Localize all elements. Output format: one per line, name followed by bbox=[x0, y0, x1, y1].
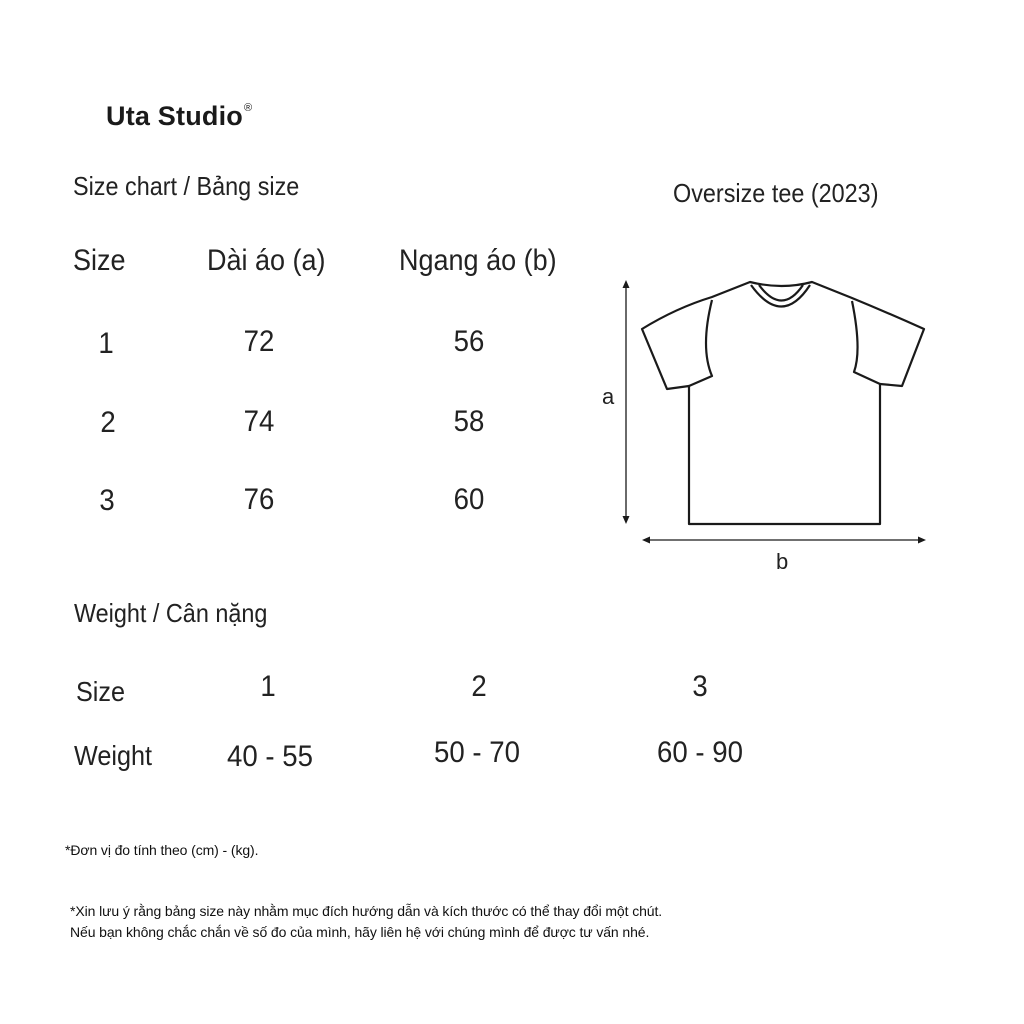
size-cell: 1 bbox=[98, 327, 114, 360]
weight-cell: 60 - 90 bbox=[657, 736, 743, 769]
width-column-header: Ngang áo (b) bbox=[399, 244, 557, 277]
length-cell: 76 bbox=[243, 483, 275, 516]
size-cell: 2 bbox=[100, 406, 116, 439]
length-cell: 74 bbox=[243, 405, 275, 438]
weight-cell: 40 - 55 bbox=[227, 740, 313, 773]
registered-mark: ® bbox=[244, 102, 253, 114]
length-arrow bbox=[623, 280, 630, 524]
units-note: *Đơn vị đo tính theo (cm) - (kg). bbox=[65, 842, 259, 858]
disclaimer-line-2: Nếu bạn không chắc chắn về số đo của mình, hãy liên hệ với chúng mình để được tư vấn nhé. bbox=[70, 924, 650, 940]
brand-logo bbox=[106, 101, 252, 132]
weight-cell: 50 - 70 bbox=[434, 736, 520, 769]
size-cell: 1 bbox=[260, 670, 276, 703]
weight-chart-title: Weight / Cân nặng bbox=[74, 598, 268, 628]
diagram-title: Oversize tee (2023) bbox=[673, 178, 879, 208]
size-column-header: Size bbox=[73, 244, 126, 277]
length-cell: 72 bbox=[243, 325, 275, 358]
tshirt-outline-icon bbox=[596, 268, 936, 580]
width-cell: 58 bbox=[453, 405, 485, 438]
size-cell: 3 bbox=[692, 670, 708, 703]
size-cell: 3 bbox=[99, 484, 115, 517]
size-cell: 2 bbox=[471, 670, 487, 703]
size-chart-title: Size chart / Bảng size bbox=[73, 171, 300, 201]
length-label: a bbox=[602, 384, 615, 409]
size-row-label: Size bbox=[76, 676, 126, 707]
tshirt-body bbox=[642, 282, 924, 524]
weight-row-label: Weight bbox=[74, 740, 152, 771]
width-arrow bbox=[642, 537, 926, 544]
tshirt-diagram bbox=[596, 268, 936, 580]
width-label: b bbox=[776, 549, 789, 574]
width-cell: 56 bbox=[453, 325, 485, 358]
width-cell: 60 bbox=[453, 483, 485, 516]
length-column-header: Dài áo (a) bbox=[207, 244, 326, 277]
disclaimer-line-1: *Xin lưu ý rằng bảng size này nhằm mục đích hướng dẫn và kích thước có thể thay đổi một chút. bbox=[70, 903, 663, 919]
brand-name: Uta Studio bbox=[106, 101, 243, 131]
